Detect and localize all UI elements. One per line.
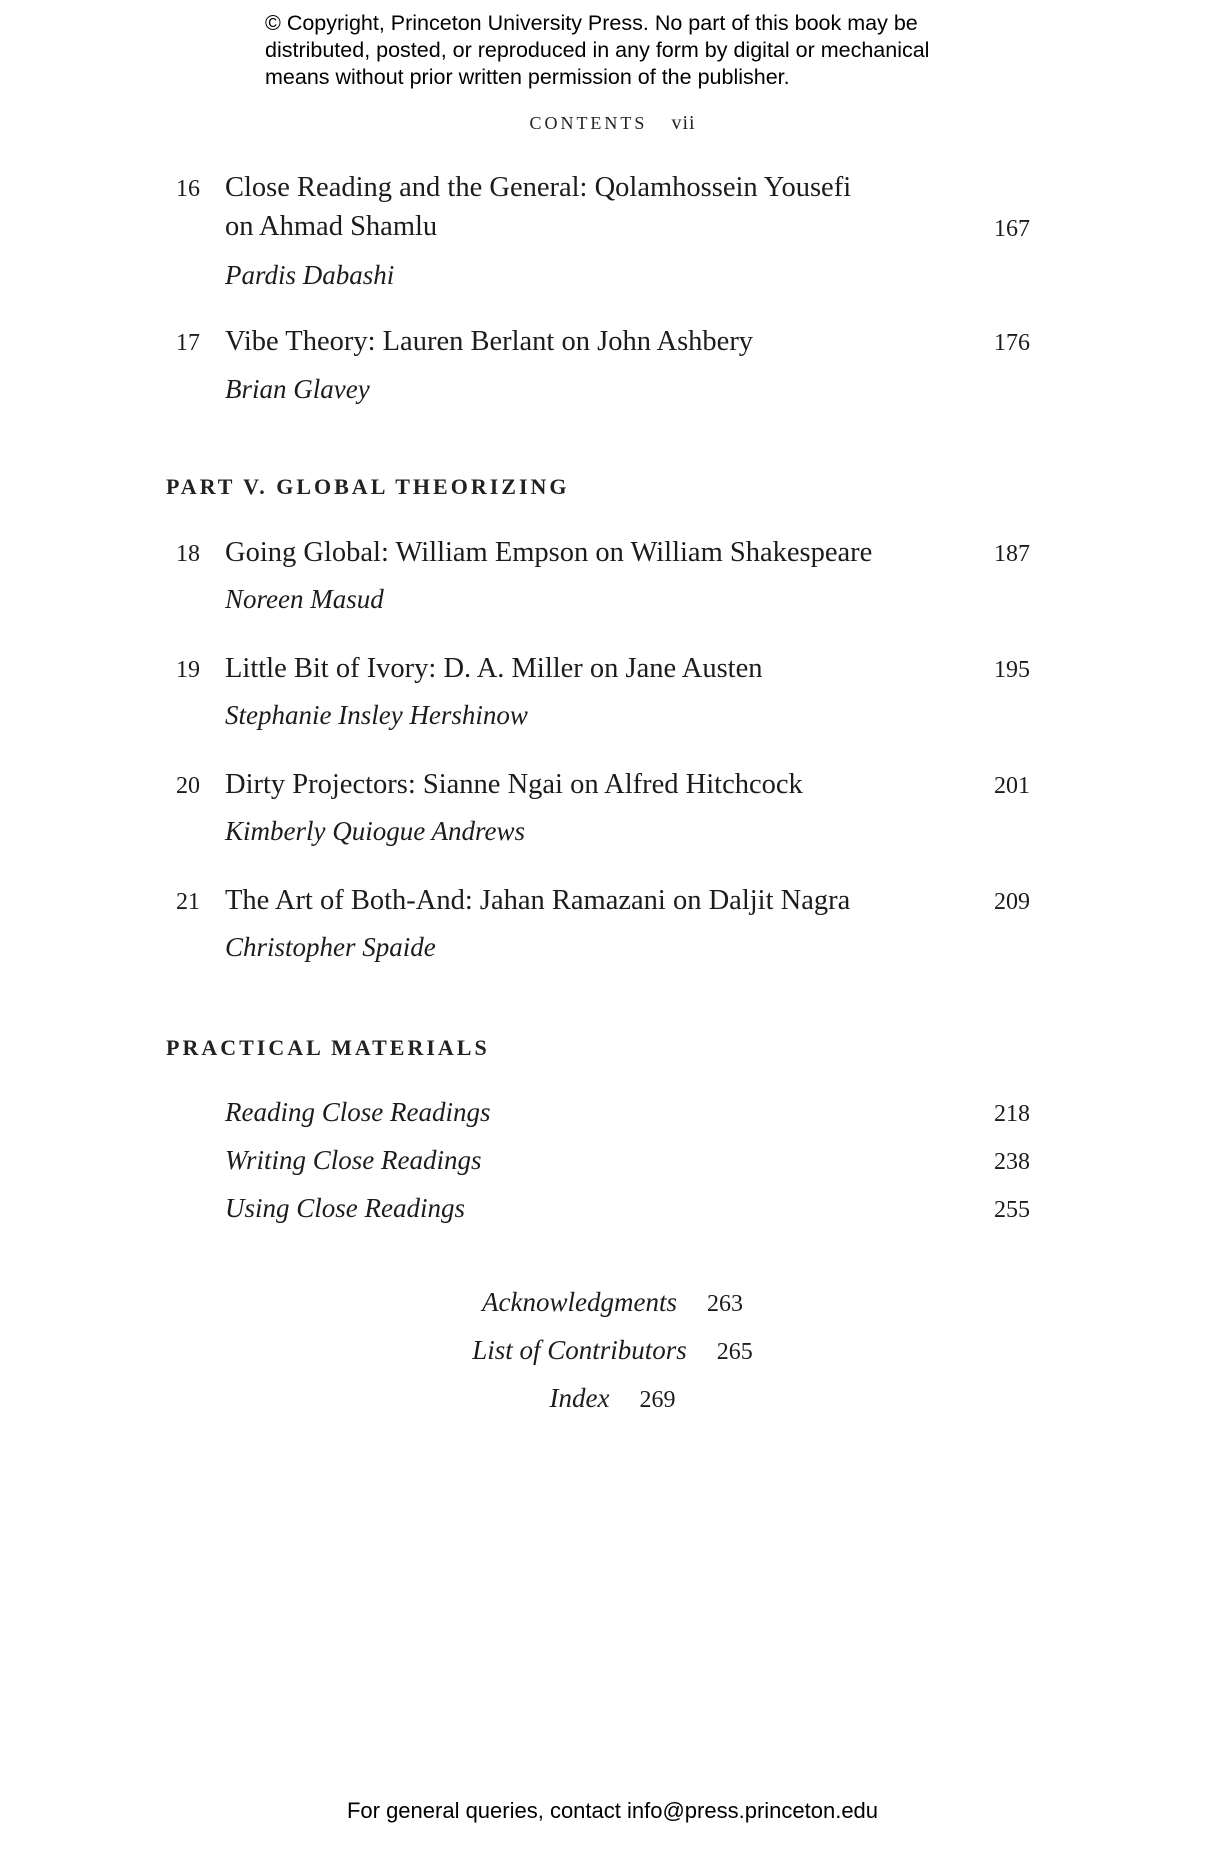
copyright-line: distributed, posted, or reproduced in any form by digital or mechanical	[265, 38, 930, 62]
chapter-author: Pardis Dabashi	[225, 260, 395, 290]
chapter-title[interactable]: The Art of Both-And: Jahan Ramazani on Daljit Nagra	[225, 885, 851, 916]
back-matter-page-number: 265	[716, 1339, 753, 1365]
chapter-number: 20	[176, 773, 200, 799]
copyright-line: means without prior written permission of the publisher.	[265, 65, 790, 89]
chapter-page-number: 187	[994, 541, 1030, 567]
chapter-number: 17	[176, 330, 200, 356]
chapter-author: Kimberly Quiogue Andrews	[225, 816, 525, 846]
practical-item-page-number: 238	[994, 1149, 1030, 1175]
chapter-number: 21	[176, 889, 200, 915]
chapter-author: Brian Glavey	[225, 374, 370, 404]
chapter-title[interactable]	[225, 168, 885, 246]
back-matter-title: Index	[549, 1383, 610, 1413]
chapter-number: 16	[176, 176, 200, 202]
practical-item-title[interactable]: Reading Close Readings	[225, 1097, 491, 1127]
chapter-title[interactable]: Going Global: William Empson on William Shakespeare	[225, 537, 873, 568]
part-heading: PRACTICAL MATERIALS	[166, 1035, 490, 1060]
running-head	[0, 112, 1225, 135]
chapter-title[interactable]: Little Bit of Ivory: D. A. Miller on Jane Austen	[225, 653, 763, 684]
back-matter-title: List of Contributors	[472, 1335, 687, 1365]
chapter-title-line: Close Reading and the General: Qolamhossein Yousefi	[225, 172, 852, 203]
chapter-title[interactable]: Vibe Theory: Lauren Berlant on John Ashbery	[225, 326, 754, 357]
back-matter-page-number: 263	[706, 1291, 743, 1317]
practical-item-title[interactable]: Writing Close Readings	[225, 1145, 482, 1175]
chapter-title-line: on Ahmad Shamlu	[225, 211, 438, 242]
footer-contact: For general queries, contact info@press.princeton.edu	[346, 1798, 879, 1823]
chapter-number: 18	[176, 541, 200, 567]
chapter-page-number: 209	[994, 889, 1030, 915]
back-matter-item[interactable]	[0, 1335, 1225, 1366]
practical-item-page-number: 255	[994, 1197, 1030, 1223]
chapter-author: Noreen Masud	[225, 584, 384, 614]
back-matter-page-number: 269	[639, 1387, 676, 1413]
back-matter-title: Acknowledgments	[482, 1287, 677, 1317]
chapter-page-number: 167	[994, 216, 1030, 242]
back-matter-item[interactable]	[0, 1383, 1225, 1414]
copyright-notice	[265, 10, 1025, 91]
practical-item-page-number: 218	[994, 1101, 1030, 1127]
chapter-page-number: 201	[994, 773, 1030, 799]
chapter-author: Christopher Spaide	[225, 932, 436, 962]
copyright-line: © Copyright, Princeton University Press. No part of this book may be	[265, 11, 918, 35]
chapter-number: 19	[176, 657, 200, 683]
chapter-author: Stephanie Insley Hershinow	[225, 700, 528, 730]
back-matter-item[interactable]	[0, 1287, 1225, 1318]
chapter-title[interactable]: Dirty Projectors: Sianne Ngai on Alfred Hitchcock	[225, 769, 803, 800]
chapter-page-number: 195	[994, 657, 1030, 683]
chapter-page-number: 176	[994, 330, 1030, 356]
part-heading: PART V. GLOBAL THEORIZING	[166, 474, 570, 499]
running-head-page-number: vii	[671, 112, 696, 134]
practical-item-title[interactable]: Using Close Readings	[225, 1193, 465, 1223]
running-head-label: CONTENTS	[529, 113, 648, 133]
